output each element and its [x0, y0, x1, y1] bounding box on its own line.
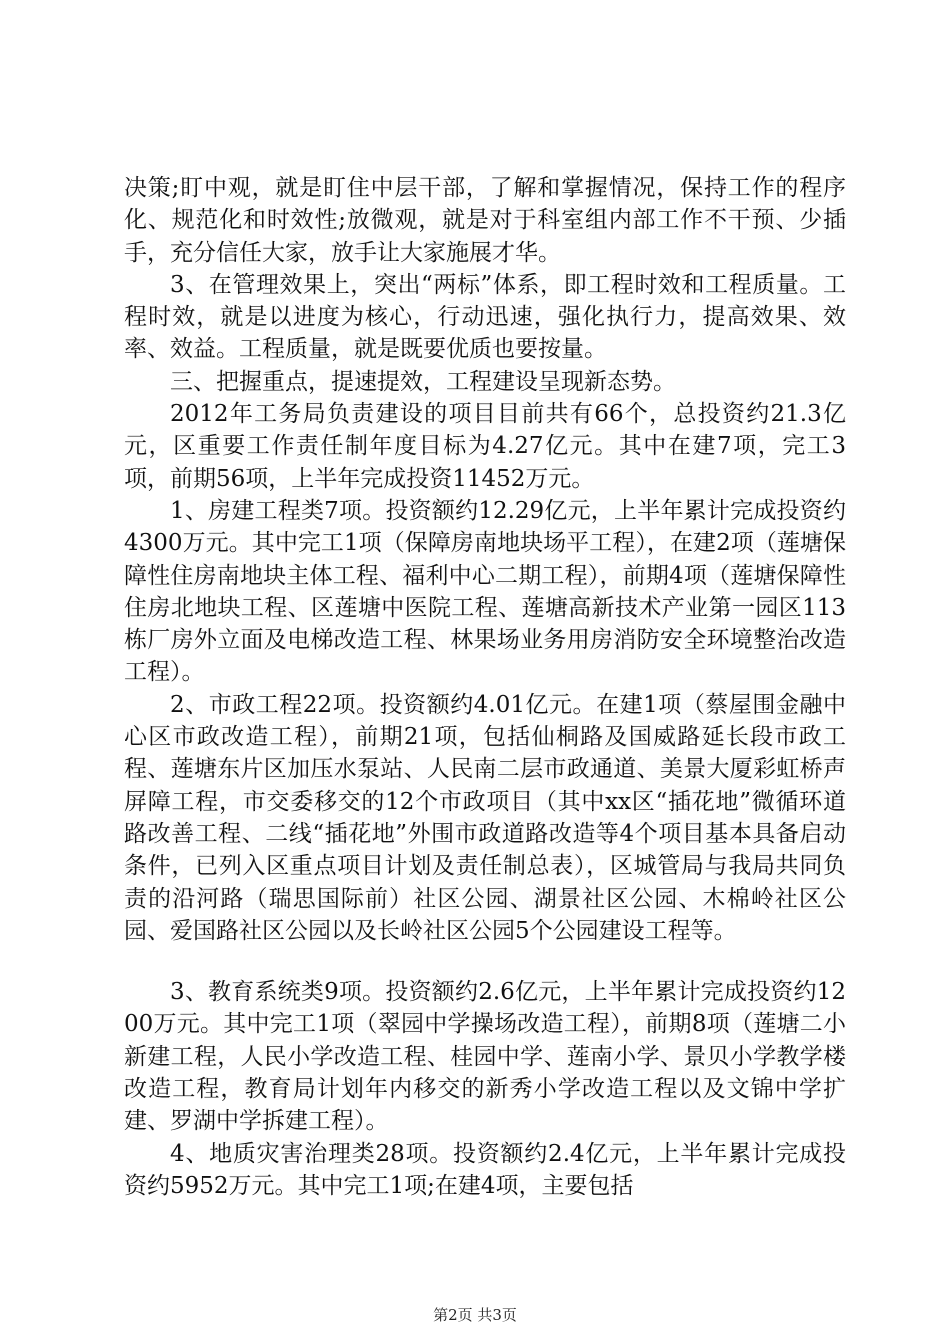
paragraph-spacer: [124, 947, 846, 976]
section-heading-three: 三、把握重点，提速提效，工程建设呈现新态势。: [170, 368, 676, 395]
document-body: [124, 172, 846, 1202]
paragraph-project-overview: 2012年工务局负责建设的项目目前共有66个，总投资约21.3亿元，区重要工作责任制年度目标为4.27亿元。其中在建7项，完工3项，前期56项，上半年完成投资11452万元。: [124, 401, 846, 492]
paragraph-education-projects: 3、教育系统类9项。投资额约2.6亿元，上半年累计完成投资约1200万元。其中完工1项（翠园中学操场改造工程），前期8项（莲塘二小新建工程，人民小学改造工程、桂园中学、莲南小学、景贝小学教学楼改造工程，教育局计划年内移交的新秀小学改造工程以及文锦中学扩建、罗湖中学拆建工程）。: [124, 979, 846, 1135]
paragraph-management-effect: 3、在管理效果上，突出“两标”体系，即工程时效和工程质量。工程时效，就是以进度为核心，行动迅速，强化执行力，提高效果、效率、效益。工程质量，就是既要优质也要按量。: [124, 271, 846, 363]
paragraph-housing-projects: 1、房建工程类7项。投资额约12.29亿元，上半年累计完成投资约4300万元。其中完工1项（保障房南地块场平工程），在建2项（莲塘保障性住房南地块主体工程、福利中心二期工程），前期4项（莲塘保障性住房北地块工程、区莲塘中医院工程、莲塘高新技术产业第一园区113栋厂房外立面及电梯改造工程、林果场业务用房消防安全环境整治改造工程）。: [124, 497, 846, 686]
paragraph-continuation: 决策;盯中观，就是盯住中层干部，了解和掌握情况，保持工作的程序化、规范化和时效性;放微观，就是对于科室组内部工作不干预、少插手，充分信任大家，放手让大家施展才华。: [124, 175, 846, 266]
page-number-footer: 第2页 共3页: [433, 1306, 517, 1324]
paragraph-geology-projects: 4、地质灾害治理类28项。投资额约2.4亿元，上半年累计完成投资约5952万元。其中完工1项;在建4项，主要包括: [124, 1140, 846, 1199]
paragraph-municipal-projects: 2、市政工程22项。投资额约4.01亿元。在建1项（蔡屋围金融中心区市政改造工程），前期21项，包括仙桐路及国威路延长段市政工程、莲塘东片区加压水泵站、人民南二层市政通道、美景大厦彩虹桥声屏障工程，市交委移交的12个市政项目（其中xx区“插花地”微循环道路改善工程、二线“插花地”外围市政道路改造等4个项目基本具备启动条件，已列入区重点项目计划及责任制总表），区城管局与我局共同负责的沿河路（瑞思国际前）社区公园、湖景社区公园、木棉岭社区公园、爱国路社区公园以及长岭社区公园5个公园建设工程等。: [124, 691, 846, 944]
